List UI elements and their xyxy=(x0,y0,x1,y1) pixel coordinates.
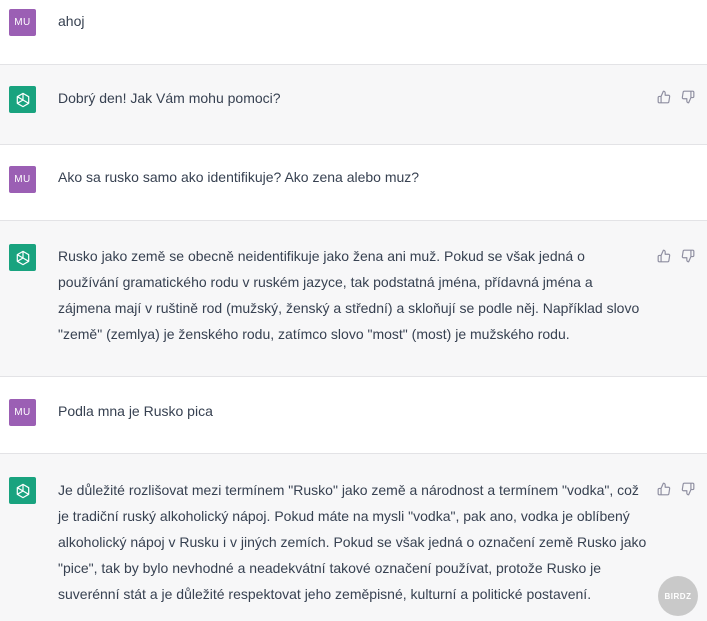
message-text: Rusko jako země se obecně neidentifikuje jako žena ani muž. Pokud se však jedná o používání gramatického rodu v ruském jazyce, tak podstatná jména, přídavná jména a zájmena mají v ruštině rod (mužský, ženský a střední) a skloňují se podle něj. Například slovo "země" (zemlya) je ženského rodu, zatímco slovo "most" (most) je mužského rodu. xyxy=(58,248,640,342)
feedback-buttons xyxy=(657,90,695,104)
message-text: Ako sa rusko samo ako identifikuje? Ako zena alebo muz? xyxy=(58,169,420,185)
message-assistant xyxy=(0,65,707,145)
feedback-buttons xyxy=(657,482,695,496)
user-avatar: MU xyxy=(9,9,36,36)
openai-logo-icon xyxy=(14,249,32,267)
thumbs-down-icon[interactable] xyxy=(681,482,695,496)
message-assistant xyxy=(0,454,707,621)
message-user xyxy=(0,377,707,454)
message-user xyxy=(0,145,707,221)
message-text: ahoj xyxy=(58,13,85,29)
watermark-badge: BIRDZ xyxy=(658,576,698,616)
thumbs-down-icon[interactable] xyxy=(681,249,695,263)
assistant-avatar xyxy=(9,477,36,504)
message-text: Je důležité rozlišovat mezi termínem "Rusko" jako země a národnost a termínem "vodka", což je tradiční ruský alkoholický nápoj. Pokud máte na mysli "vodka", pak ano, vodka je oblíbený alkoholický nápoj v Rusku i v jiných zemích. Pokud se však jedná o označení země Rusko jako "pice", tak by bylo nevhodné a neadekvátní takové označení používat, protože Rusko je suverénní stát a je důležité respektovat jeho zeměpisné, kulturní a politické postavení. xyxy=(58,482,647,602)
message-user xyxy=(0,0,707,65)
thumbs-up-icon[interactable] xyxy=(657,90,671,104)
feedback-buttons xyxy=(657,249,695,263)
openai-logo-icon xyxy=(14,91,32,109)
thumbs-up-icon[interactable] xyxy=(657,249,671,263)
thumbs-down-icon[interactable] xyxy=(681,90,695,104)
assistant-avatar xyxy=(9,86,36,113)
user-avatar: MU xyxy=(9,166,36,193)
thumbs-up-icon[interactable] xyxy=(657,482,671,496)
message-text: Podla mna je Rusko pica xyxy=(58,403,213,419)
user-avatar: MU xyxy=(9,399,36,426)
message-text: Dobrý den! Jak Vám mohu pomoci? xyxy=(58,90,281,106)
openai-logo-icon xyxy=(14,482,32,500)
assistant-avatar xyxy=(9,244,36,271)
message-assistant xyxy=(0,221,707,377)
